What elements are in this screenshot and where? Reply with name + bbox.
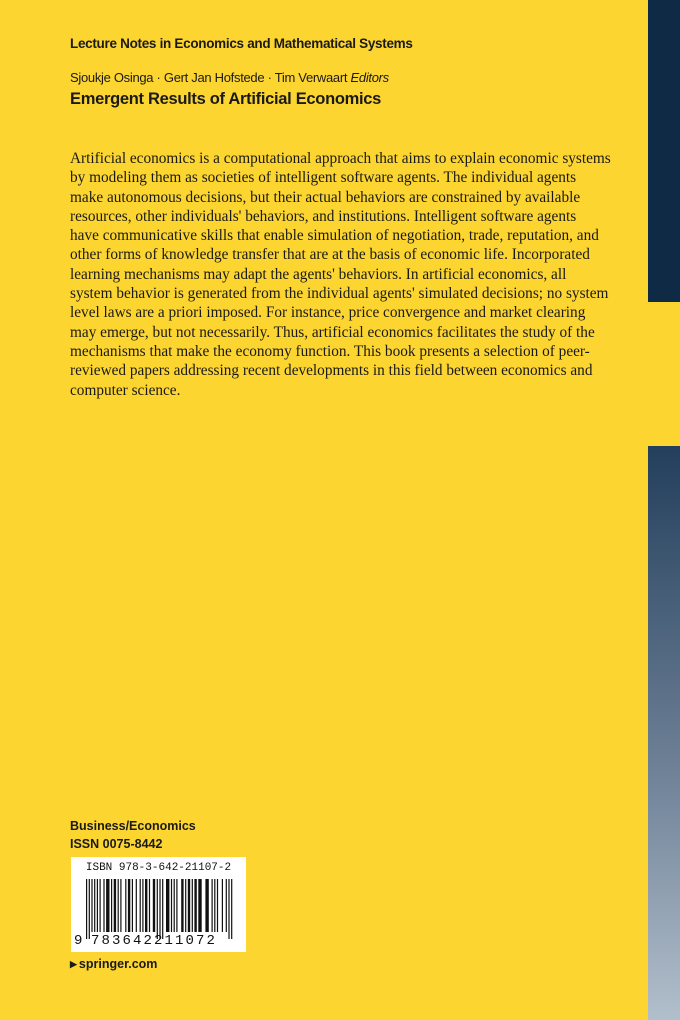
editors-role: Editors (350, 70, 389, 85)
barcode-bar (192, 879, 193, 932)
blurb-line: learning mechanisms may adapt the agents' behaviors. In artificial economics, all (70, 265, 567, 283)
barcode-bar (226, 879, 227, 932)
barcode-bar (171, 879, 172, 932)
barcode-bar (214, 879, 215, 932)
barcode-bar (145, 879, 147, 932)
barcode-bar (118, 879, 119, 932)
barcode-bar (89, 879, 90, 939)
barcode-bar (106, 879, 109, 932)
blurb-line: reviewed papers addressing recent developments in this field between economics and (70, 362, 593, 380)
barcode-bar (100, 879, 101, 932)
blurb-line: other forms of knowledge transfer that are at the basis of economic life. Incorporated (70, 246, 590, 264)
barcode-bar (205, 879, 208, 932)
barcode-bar (97, 879, 98, 932)
side-stripe-bottom (648, 446, 680, 1020)
barcode-bar (128, 879, 130, 932)
barcode-bar (149, 879, 150, 932)
blurb-line: computer science. (70, 381, 181, 399)
side-stripe-top (648, 0, 680, 302)
blurb-line: system behavior is generated from the individual agents' simulated decisions; no system (70, 285, 609, 303)
blurb-text (70, 149, 610, 400)
blurb-line: have communicative skills that enable simulation of negotiation, trade, reputation, and (70, 227, 599, 245)
blurb-line: make autonomous decisions, but their actual behaviors are constrained by available (70, 188, 581, 206)
barcode-bar (120, 879, 121, 932)
barcode-bar (198, 879, 201, 932)
blurb-line: level laws are a priori imposed. For instance, price convergence and market clearing (70, 304, 586, 322)
barcode-bar (181, 879, 183, 932)
barcode-bar (91, 879, 92, 932)
barcode-bar (157, 879, 158, 939)
barcode-bar (166, 879, 169, 932)
blurb-line: by modeling them as societies of intelligent software agents. The individual agents (70, 169, 577, 187)
barcode-bar (125, 879, 126, 932)
barcode-bar (194, 879, 196, 932)
barcode-bar (162, 879, 163, 939)
subject-category: Business/Economics (70, 819, 196, 833)
barcode-bar (140, 879, 141, 932)
barcode-bar (103, 879, 104, 932)
barcode-bar (86, 879, 87, 939)
editors-line (70, 70, 389, 85)
barcode-bar (142, 879, 143, 932)
barcode-bar (185, 879, 186, 932)
book-title: Emergent Results of Artificial Economics (70, 90, 382, 108)
barcode-bar (228, 879, 229, 939)
barcode-bar (174, 879, 175, 932)
ean-remaining-digits: 783642211072 (91, 933, 218, 949)
barcode-bar (188, 879, 190, 932)
isbn-barcode (71, 857, 246, 952)
blurb-line: may emerge, but not necessarily. Thus, artificial economics facilitates the study of the (70, 323, 595, 341)
editor-names: Sjoukje Osinga · Gert Jan Hofstede · Tim Verwaart (70, 70, 348, 85)
barcode-bar (153, 879, 155, 932)
barcode-bar (111, 879, 112, 932)
barcode-bar (94, 879, 95, 932)
series-title: Lecture Notes in Economics and Mathematical Systems (70, 36, 413, 51)
blurb-line: resources, other individuals' behaviors, and institutions. Intelligent software agents (70, 207, 577, 225)
springer-link[interactable] (70, 957, 157, 971)
barcode-bar (176, 879, 177, 932)
blurb-line: Artificial economics is a computational approach that aims to explain economic systems (70, 150, 611, 167)
ean-first-digit: 9 (74, 933, 83, 949)
barcode-bar (114, 879, 116, 932)
barcode-bar (159, 879, 160, 939)
website-label: springer.com (78, 957, 158, 971)
barcode-bar (217, 879, 218, 932)
issn-number: ISSN 0075-8442 (70, 837, 163, 851)
barcode-bar (132, 879, 133, 932)
blurb-line: mechanisms that make the economy function. This book presents a selection of peer- (70, 342, 590, 360)
barcode-bar (222, 879, 223, 932)
isbn-text: ISBN 978-3-642-21107-2 (85, 862, 232, 874)
arrow-right-icon: ▶ (70, 959, 77, 969)
barcode-bar (231, 879, 232, 939)
barcode-bar (136, 879, 137, 932)
barcode-bar (212, 879, 213, 932)
